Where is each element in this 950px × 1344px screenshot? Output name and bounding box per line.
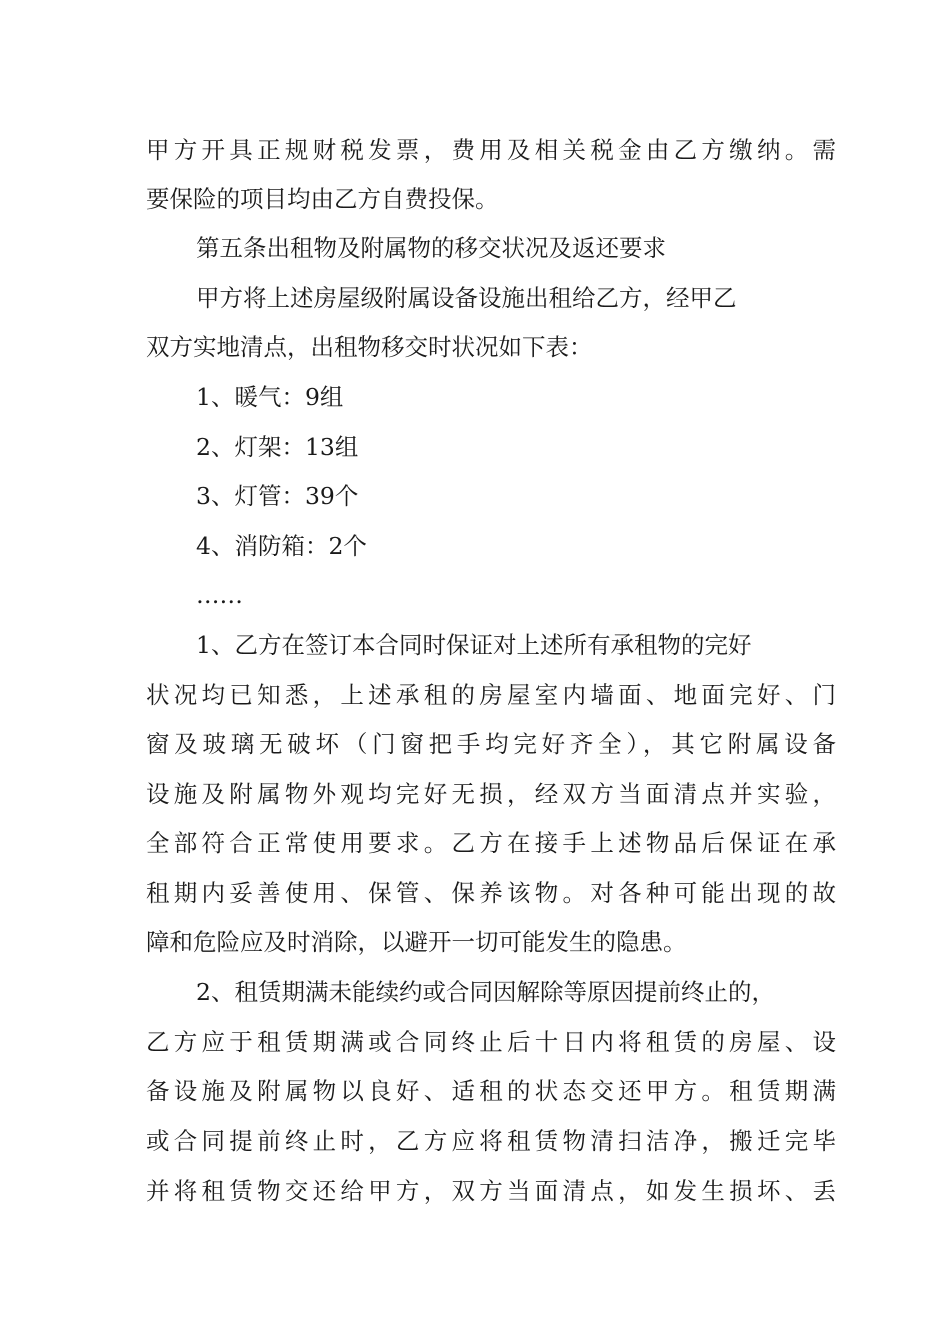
section-heading: 第五条出租物及附属物的移交状况及返还要求 bbox=[196, 234, 666, 262]
text-line: 窗及玻璃无破坏（门窗把手均完好齐全），其它附属设备 bbox=[146, 730, 836, 758]
text-line: 备设施及附属物以良好、适租的状态交还甲方。租赁期满 bbox=[146, 1077, 836, 1105]
text-line: 双方实地清点，出租物移交时状况如下表： bbox=[146, 333, 593, 361]
text-line: 1、乙方在签订本合同时保证对上述所有承租物的完好 bbox=[196, 631, 752, 659]
text-line: 障和危险应及时消除，以避开一切可能发生的隐患。 bbox=[146, 928, 687, 956]
text-line: 甲方将上述房屋级附属设备设施出租给乙方，经甲乙 bbox=[196, 284, 737, 312]
list-item: 3、灯管：39个 bbox=[196, 482, 359, 510]
text-line: 2、租赁期满未能续约或合同因解除等原因提前终止的， bbox=[196, 978, 775, 1006]
text-line: 乙方应于租赁期满或合同终止后十日内将租赁的房屋、设 bbox=[146, 1028, 836, 1056]
list-item: 4、消防箱：2个 bbox=[196, 532, 367, 560]
text-line: 状况均已知悉，上述承租的房屋室内墙面、地面完好、门 bbox=[146, 681, 836, 709]
ellipsis: …… bbox=[196, 581, 243, 609]
text-line: 要保险的项目均由乙方自费投保。 bbox=[146, 185, 499, 213]
text-line: 租期内妥善使用、保管、保养该物。对各种可能出现的故 bbox=[146, 879, 836, 907]
list-item: 2、灯架：13组 bbox=[196, 433, 359, 461]
text-line: 全部符合正常使用要求。乙方在接手上述物品后保证在承 bbox=[146, 829, 836, 857]
text-line: 设施及附属物外观均完好无损，经双方当面清点并实验， bbox=[146, 780, 836, 808]
text-line: 并将租赁物交还给甲方，双方当面清点，如发生损坏、丢 bbox=[146, 1177, 836, 1205]
list-item: 1、暖气：9组 bbox=[196, 383, 344, 411]
text-line: 甲方开具正规财税发票，费用及相关税金由乙方缴纳。需 bbox=[146, 136, 836, 164]
text-line: 或合同提前终止时，乙方应将租赁物清扫洁净，搬迁完毕 bbox=[146, 1127, 836, 1155]
